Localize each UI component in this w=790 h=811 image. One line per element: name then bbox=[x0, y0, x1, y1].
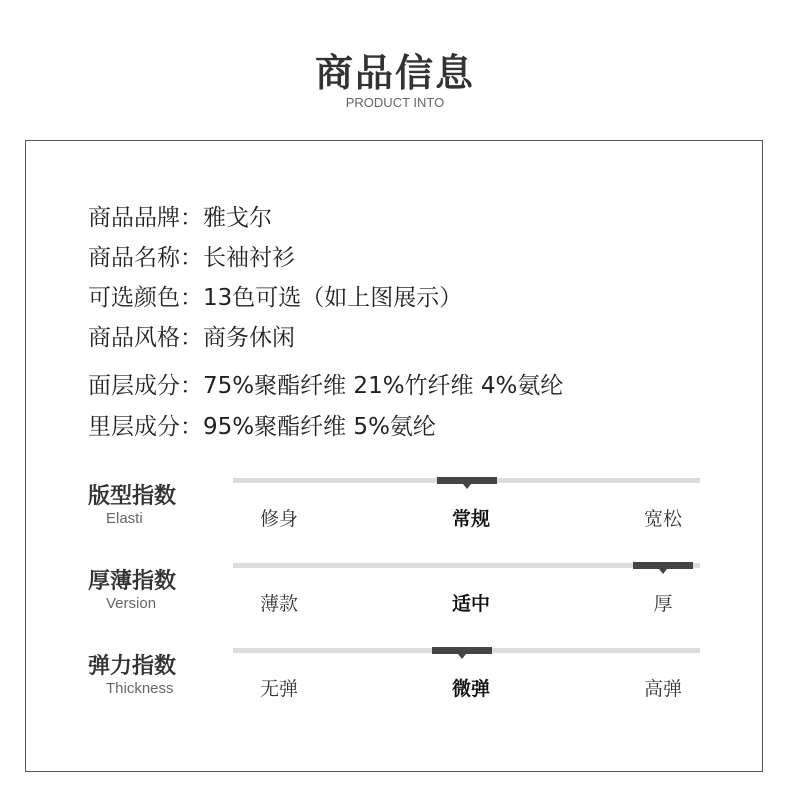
scale-thickness-sub: Version bbox=[106, 595, 157, 612]
scale-fit-tick-left: 修身 bbox=[259, 508, 298, 530]
scale-thickness-marker bbox=[633, 562, 693, 569]
scale-elasticity-sub: Thickness bbox=[106, 680, 174, 697]
scale-elasticity-tick-mid: 微弹 bbox=[451, 678, 490, 700]
scale-fit-bar bbox=[233, 478, 700, 483]
scale-fit-label: 版型指数 bbox=[88, 484, 177, 509]
scale-fit-marker bbox=[437, 477, 497, 484]
scale-elasticity-marker bbox=[432, 647, 492, 654]
scale-thickness-bar bbox=[233, 563, 700, 568]
info-style: 商品风格：商务休闲 bbox=[88, 325, 295, 351]
scale-elasticity-label: 弹力指数 bbox=[88, 654, 177, 679]
scale-thickness-label: 厚薄指数 bbox=[88, 569, 177, 594]
info-brand: 商品品牌：雅戈尔 bbox=[88, 205, 272, 231]
info-inner-material: 里层成分：95%聚酯纤维 5%氨纶 bbox=[88, 414, 436, 440]
scale-elasticity-bar bbox=[233, 648, 700, 653]
scale-thickness-tick-left: 薄款 bbox=[259, 593, 298, 615]
scale-fit-tick-mid: 常规 bbox=[451, 508, 490, 530]
info-outer-material: 面层成分：75%聚酯纤维 21%竹纤维 4%氨纶 bbox=[88, 373, 564, 399]
scale-elasticity-tick-right: 高弹 bbox=[643, 678, 682, 700]
scale-fit-sub: Elasti bbox=[106, 510, 143, 527]
scale-thickness-tick-mid: 适中 bbox=[451, 593, 490, 615]
scale-fit-tick-right: 宽松 bbox=[643, 508, 682, 530]
info-name: 商品名称：长袖衬衫 bbox=[88, 245, 295, 271]
page-title: 商品信息 bbox=[314, 51, 475, 95]
scale-elasticity-tick-left: 无弹 bbox=[259, 678, 298, 700]
info-colors: 可选颜色：13色可选（如上图展示） bbox=[88, 285, 463, 311]
scale-thickness-tick-right: 厚 bbox=[653, 593, 673, 615]
page-subtitle: PRODUCT INTO bbox=[345, 95, 445, 110]
